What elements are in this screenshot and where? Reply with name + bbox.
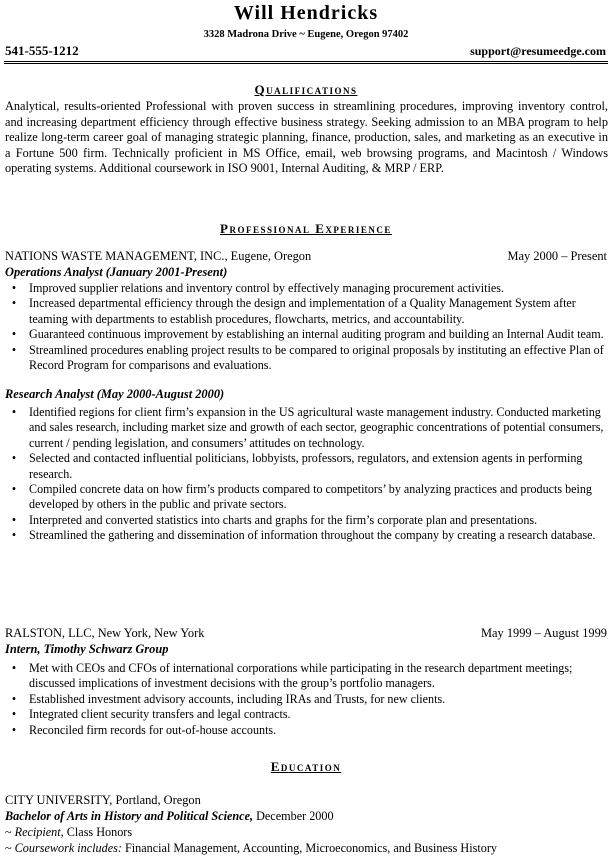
- qualifications-summary: Analytical, results-oriented Professional with proven success in streamlining procedures, improving inventory control, and increasing department efficiency through effective business strategy. Seeking admission to an MBA program to help realize long-term career goal of managing strategic planning, finance, production, sales, and marketing as an executive in a Fortune 500 firm. Technically proficient in MS Office, email, web browsing programs, and Macintosh / Windows operating systems. Additional coursework in ISO 9001, Internal Auditing, & MRP / ERP.: [5, 99, 608, 175]
- list-item: [7, 327, 607, 342]
- coursework-label: Coursework includes:: [14, 841, 122, 855]
- bullet-text: Interpreted and converted statistics into charts and graphs for the firm’s corporate plan and presentations.: [29, 512, 538, 527]
- tilde-marker: ~: [5, 825, 12, 839]
- role-bullet-list: [7, 405, 607, 544]
- role-bullet-list: [7, 281, 607, 373]
- applicant-name: Will Hendricks: [233, 2, 379, 24]
- experience-heading-text: Professional Experience: [220, 221, 392, 236]
- bullet-text: Compiled concrete data on how firm’s products compared to competitors’ by analyzing practices and products being developed by others in the public and private sectors.: [29, 482, 592, 512]
- bullet-marker: •: [11, 661, 17, 675]
- degree-date: December 2000: [256, 809, 334, 823]
- bullet-marker: •: [11, 482, 17, 497]
- list-item: [7, 343, 607, 374]
- list-item: [7, 281, 607, 296]
- role-title: Intern, Timothy Schwarz Group: [5, 642, 169, 656]
- list-item: [7, 296, 607, 327]
- bullet-text: Identified regions for client firm’s expansion in the US agricultural waste management industry. Conducted marketing and sales research, including market size and growth of each sector, geographic concentrations of potential consumers, current / pending legislation, and consumers’ attitudes on technology.: [29, 405, 604, 450]
- role-title: Operations Analyst (January 2001-Present): [5, 265, 228, 279]
- bullet-marker: •: [11, 512, 17, 527]
- list-item: [7, 528, 607, 543]
- degree-title: Bachelor of Arts in History and Political Science,: [5, 809, 254, 823]
- role-title: Research Analyst (May 2000-August 2000): [5, 387, 225, 401]
- qualifications-heading-text: Qualifications: [254, 82, 358, 97]
- bullet-text: Selected and contacted influential politicians, lobbyists, professors, regulators, and extension agents in performing research.: [29, 451, 583, 481]
- list-item: [7, 451, 607, 482]
- employment-dates: May 1999 – August 1999: [481, 626, 607, 640]
- bullet-marker: •: [11, 528, 17, 543]
- bullet-marker: •: [11, 327, 17, 342]
- list-item: [7, 661, 607, 692]
- bullet-text: Streamlined procedures enabling project results to be compared to original proposals by instituting an effective Plan of Record Program for comparisons and evaluations.: [29, 342, 604, 373]
- coursework-text: Financial Management, Accounting, Microeconomics, and Business History: [125, 841, 497, 855]
- bullet-text: Established investment advisory accounts, including IRAs and Trusts, for new clients.: [29, 691, 446, 706]
- employment-dates: May 2000 – Present: [507, 249, 607, 263]
- bullet-text: Increased departmental efficiency through the design and implementation of a Quality Management System after teaming with departments to establish procedures, flowcharts, metrics, and accountability.: [29, 296, 576, 326]
- bullet-marker: •: [11, 451, 17, 466]
- bullet-marker: •: [11, 722, 17, 737]
- honors-line: [5, 825, 132, 841]
- header-divider: [4, 61, 608, 64]
- bullet-text: Integrated client security transfers and legal contracts.: [29, 707, 291, 722]
- phone-number: 541-555-1212: [5, 43, 79, 58]
- bullet-marker: •: [11, 342, 17, 357]
- bullet-text: Met with CEOs and CFOs of international corporations while participating in the research department meetings; discussed implications of investment decisions with the group’s portfolio managers.: [29, 661, 573, 691]
- email-address: support@resumeedge.com: [470, 44, 606, 58]
- employer-name: RALSTON, LLC, New York, New York: [5, 626, 205, 640]
- list-item: [7, 723, 607, 738]
- list-item: [7, 707, 607, 722]
- bullet-text: Improved supplier relations and inventory control by effectively managing procurement activities.: [29, 281, 504, 295]
- bullet-text: Streamlined the gathering and dissemination of information throughout the company by creating a research database.: [29, 528, 596, 543]
- tilde-marker: ~: [5, 841, 12, 855]
- list-item: [7, 405, 607, 451]
- coursework-line: [5, 841, 497, 857]
- bullet-marker: •: [11, 296, 17, 311]
- education-heading-text: Education: [270, 759, 342, 774]
- bullet-text: Guaranteed continuous improvement by establishing an internal auditing program and building an Internal Audit team.: [29, 327, 604, 342]
- honors-text: Class Honors: [66, 825, 133, 839]
- list-item: [7, 692, 607, 707]
- list-item: [7, 482, 607, 513]
- bullet-marker: •: [11, 405, 17, 419]
- experience-heading: [0, 221, 612, 236]
- role-bullet-list: [7, 661, 607, 738]
- employer-name: NATIONS WASTE MANAGEMENT, INC., Eugene, Oregon: [5, 249, 312, 263]
- bullet-text: Reconciled firm records for out-of-house accounts.: [29, 722, 277, 737]
- school-name: CITY UNIVERSITY, Portland, Oregon: [5, 793, 201, 807]
- bullet-marker: •: [11, 707, 17, 722]
- qualifications-heading: [0, 82, 612, 97]
- degree-line: [5, 809, 334, 825]
- bullet-marker: •: [11, 691, 17, 706]
- list-item: [7, 513, 607, 528]
- honors-label: Recipient,: [14, 825, 64, 839]
- bullet-marker: •: [11, 281, 17, 295]
- education-heading: [0, 759, 612, 774]
- address-line: 3328 Madrona Drive ~ Eugene, Oregon 97402: [203, 29, 409, 40]
